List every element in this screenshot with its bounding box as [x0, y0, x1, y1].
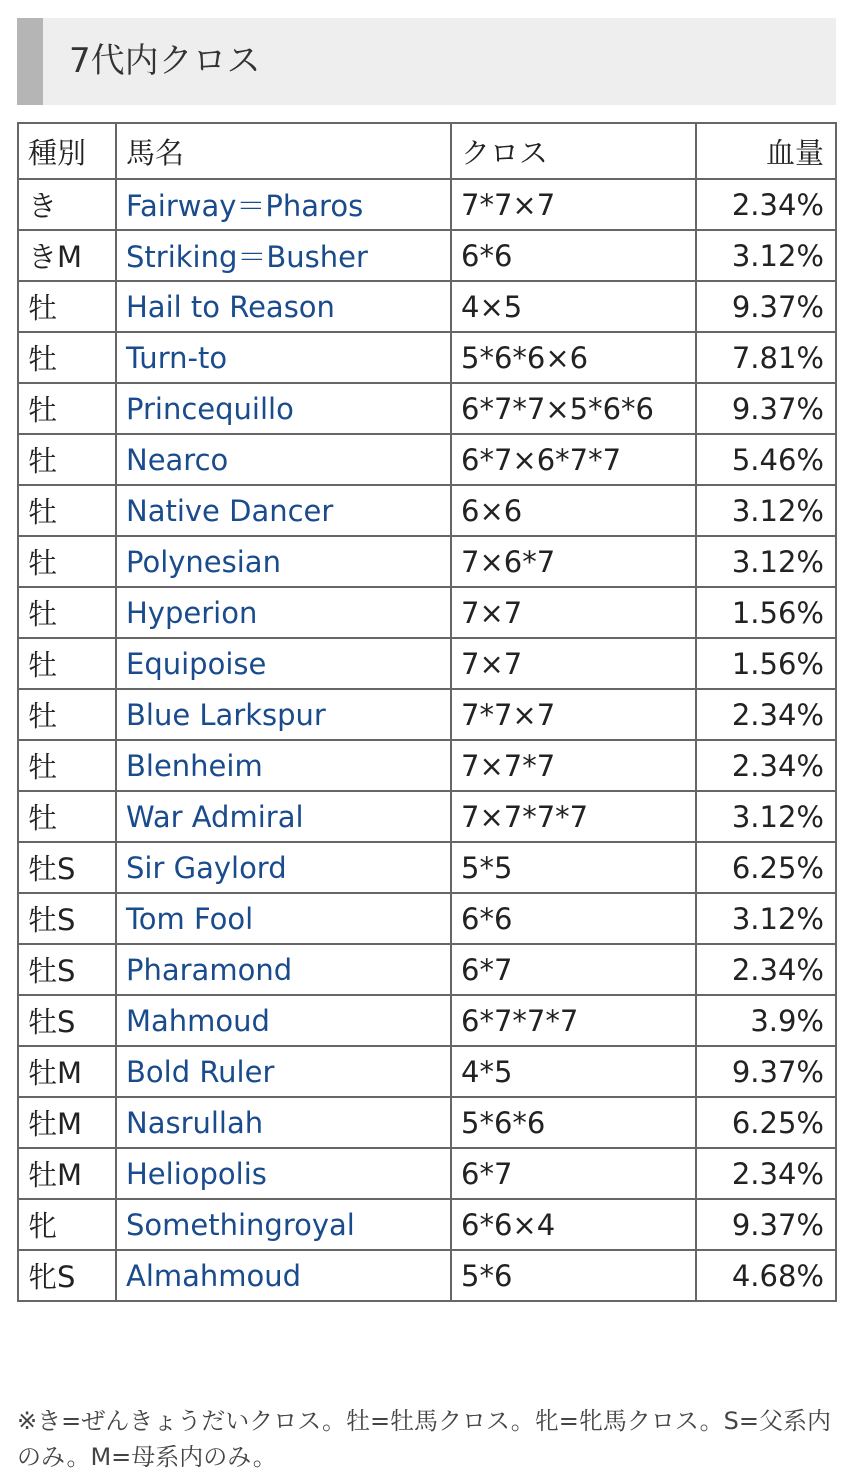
cell-blood: 4.68%	[696, 1250, 836, 1301]
cell-type: 牡	[18, 536, 116, 587]
cell-name	[116, 179, 451, 230]
cell-type: き	[18, 179, 116, 230]
table-row	[18, 791, 836, 842]
horse-name-link[interactable]: Striking＝Busher	[126, 240, 368, 274]
table-row	[18, 230, 836, 281]
cell-blood: 3.12%	[696, 230, 836, 281]
cross-table	[17, 122, 837, 1302]
horse-name-link[interactable]: Pharamond	[126, 952, 293, 987]
horse-name-link[interactable]: Heliopolis	[126, 1156, 267, 1191]
table-row	[18, 1199, 836, 1250]
horse-name-link[interactable]: Turn-to	[126, 340, 228, 375]
horse-name-link[interactable]: Nasrullah	[126, 1105, 264, 1140]
table-row	[18, 1097, 836, 1148]
cell-cross: 7×7*7	[451, 740, 696, 791]
horse-name-link[interactable]: Equipoise	[126, 646, 267, 681]
cell-blood: 9.37%	[696, 281, 836, 332]
cell-cross: 5*6	[451, 1250, 696, 1301]
cell-cross: 6*7*7*7	[451, 995, 696, 1046]
cell-name	[116, 893, 451, 944]
cell-name	[116, 281, 451, 332]
table-body	[18, 179, 836, 1301]
cell-blood: 1.56%	[696, 638, 836, 689]
cell-blood: 3.9%	[696, 995, 836, 1046]
table-row	[18, 1148, 836, 1199]
cell-name	[116, 842, 451, 893]
cell-cross: 6*6×4	[451, 1199, 696, 1250]
horse-name-link[interactable]: Fairway＝Pharos	[126, 189, 364, 223]
cell-type: 牡S	[18, 995, 116, 1046]
table-header-row	[18, 123, 836, 179]
cell-name	[116, 638, 451, 689]
column-header-type: 種別	[18, 123, 116, 179]
table-row	[18, 944, 836, 995]
horse-name-link[interactable]: Tom Fool	[126, 901, 254, 936]
cell-cross: 5*5	[451, 842, 696, 893]
cell-type: 牡	[18, 332, 116, 383]
table-row	[18, 281, 836, 332]
cell-cross: 6*7×6*7*7	[451, 434, 696, 485]
cell-blood: 6.25%	[696, 842, 836, 893]
horse-name-link[interactable]: Blenheim	[126, 748, 263, 783]
table-row	[18, 179, 836, 230]
cell-name	[116, 1199, 451, 1250]
horse-name-link[interactable]: Hyperion	[126, 595, 258, 630]
horse-name-link[interactable]: Nearco	[126, 442, 229, 477]
table-row	[18, 434, 836, 485]
cell-blood: 3.12%	[696, 791, 836, 842]
cell-type: きM	[18, 230, 116, 281]
cell-blood: 2.34%	[696, 179, 836, 230]
cell-blood: 9.37%	[696, 383, 836, 434]
table-row	[18, 842, 836, 893]
table-row	[18, 383, 836, 434]
cell-type: 牡	[18, 383, 116, 434]
cell-type: 牡S	[18, 893, 116, 944]
cell-cross: 7×6*7	[451, 536, 696, 587]
horse-name-link[interactable]: Mahmoud	[126, 1003, 270, 1038]
cell-type: 牡S	[18, 842, 116, 893]
column-header-blood: 血量	[696, 123, 836, 179]
cell-blood: 3.12%	[696, 893, 836, 944]
cell-type: 牡M	[18, 1046, 116, 1097]
horse-name-link[interactable]: Bold Ruler	[126, 1054, 275, 1089]
cell-name	[116, 485, 451, 536]
cell-name	[116, 1148, 451, 1199]
cell-name	[116, 434, 451, 485]
cell-blood: 7.81%	[696, 332, 836, 383]
horse-name-link[interactable]: Polynesian	[126, 544, 281, 579]
horse-name-link[interactable]: Sir Gaylord	[126, 850, 287, 885]
cell-blood: 6.25%	[696, 1097, 836, 1148]
cell-cross: 7*7×7	[451, 689, 696, 740]
cell-blood: 5.46%	[696, 434, 836, 485]
cell-cross: 6*6	[451, 893, 696, 944]
section-header	[17, 18, 836, 105]
table-row	[18, 332, 836, 383]
table-row	[18, 1250, 836, 1301]
cell-name	[116, 791, 451, 842]
cell-name	[116, 995, 451, 1046]
cell-name	[116, 587, 451, 638]
column-header-name: 馬名	[116, 123, 451, 179]
cell-type: 牡	[18, 689, 116, 740]
cell-name	[116, 740, 451, 791]
cell-blood: 2.34%	[696, 740, 836, 791]
horse-name-link[interactable]: Somethingroyal	[126, 1207, 355, 1242]
cell-blood: 3.12%	[696, 536, 836, 587]
cell-type: 牡M	[18, 1097, 116, 1148]
cell-cross: 4×5	[451, 281, 696, 332]
cell-name	[116, 1250, 451, 1301]
cell-blood: 2.34%	[696, 1148, 836, 1199]
horse-name-link[interactable]: War Admiral	[126, 799, 304, 834]
horse-name-link[interactable]: Princequillo	[126, 391, 294, 426]
horse-name-link[interactable]: Hail to Reason	[126, 289, 335, 324]
cell-cross: 6*7*7×5*6*6	[451, 383, 696, 434]
cell-blood: 9.37%	[696, 1199, 836, 1250]
cell-type: 牡	[18, 485, 116, 536]
cell-type: 牝	[18, 1199, 116, 1250]
table-row	[18, 1046, 836, 1097]
section-title: 7代内クロス	[69, 41, 261, 81]
horse-name-link[interactable]: Blue Larkspur	[126, 697, 326, 732]
table-row	[18, 689, 836, 740]
cell-cross: 6*7	[451, 1148, 696, 1199]
cell-cross: 5*6*6×6	[451, 332, 696, 383]
section-accent-bar	[17, 18, 43, 105]
table-row	[18, 893, 836, 944]
cell-cross: 6×6	[451, 485, 696, 536]
cell-name	[116, 383, 451, 434]
table-row	[18, 995, 836, 1046]
column-header-cross: クロス	[451, 123, 696, 179]
cell-type: 牡	[18, 791, 116, 842]
cell-type: 牡S	[18, 944, 116, 995]
cell-blood: 2.34%	[696, 944, 836, 995]
table-row	[18, 638, 836, 689]
table-row	[18, 587, 836, 638]
cell-blood: 9.37%	[696, 1046, 836, 1097]
cell-name	[116, 1097, 451, 1148]
cell-name	[116, 332, 451, 383]
cell-cross: 6*6	[451, 230, 696, 281]
cell-name	[116, 689, 451, 740]
cell-cross: 6*7	[451, 944, 696, 995]
horse-name-link[interactable]: Native Dancer	[126, 493, 334, 528]
table-row	[18, 536, 836, 587]
cell-type: 牡	[18, 638, 116, 689]
cell-type: 牡	[18, 434, 116, 485]
cell-blood: 2.34%	[696, 689, 836, 740]
cell-name	[116, 1046, 451, 1097]
cell-cross: 7×7	[451, 587, 696, 638]
cell-cross: 7×7	[451, 638, 696, 689]
cell-type: 牡	[18, 587, 116, 638]
cell-type: 牡	[18, 281, 116, 332]
cell-blood: 3.12%	[696, 485, 836, 536]
cell-blood: 1.56%	[696, 587, 836, 638]
footnote: ※き=ぜんきょうだいクロス。牡=牡馬クロス。牝=牝馬クロス。S=父系内のみ。M=母系内のみ。	[17, 1407, 831, 1471]
cell-cross: 7×7*7*7	[451, 791, 696, 842]
table-row	[18, 485, 836, 536]
cell-name	[116, 944, 451, 995]
cell-name	[116, 536, 451, 587]
cell-cross: 7*7×7	[451, 179, 696, 230]
horse-name-link[interactable]: Almahmoud	[126, 1258, 302, 1293]
table-row	[18, 740, 836, 791]
cell-name	[116, 230, 451, 281]
cell-cross: 4*5	[451, 1046, 696, 1097]
cell-type: 牝S	[18, 1250, 116, 1301]
cell-cross: 5*6*6	[451, 1097, 696, 1148]
cell-type: 牡	[18, 740, 116, 791]
cell-type: 牡M	[18, 1148, 116, 1199]
